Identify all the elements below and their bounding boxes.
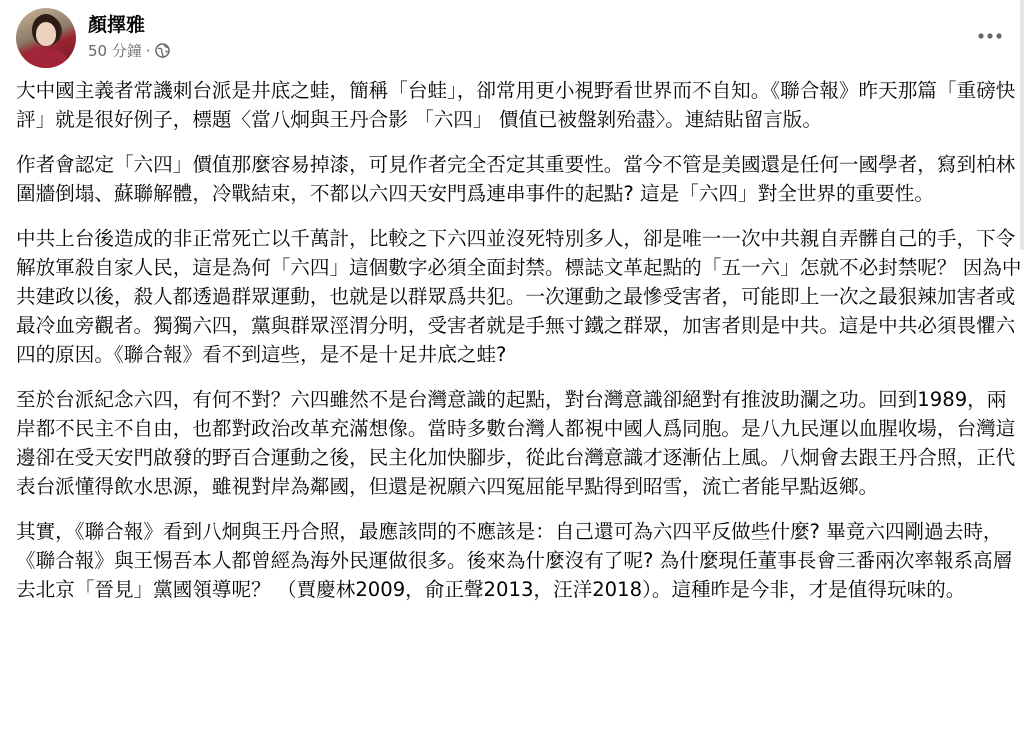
author-name[interactable]: 顏擇雅 — [88, 14, 146, 36]
post-meta — [88, 40, 170, 61]
post-header — [16, 8, 1008, 68]
post-paragraph: 其實，《聯合報》看到八炯與王丹合照，最應該問的不應該是：自己還可為六四平反做些什麼? 畢竟六四剛過去時，《聯合報》與王惕吾本人都曾經為海外民運做很多。後來為什麼沒有了呢? 為什麼現任董事長會三番兩次率報系高層去北京「晉見」黨國領導呢？ （賈慶林2009，俞正聲2013，汪洋2018）。這種昨是今非，才是值得玩味的。 — [16, 520, 1013, 601]
avatar-shoulders — [24, 48, 68, 68]
post-paragraph: 中共上台後造成的非正常死亡以千萬計，比較之下六四並沒死特別多人，卻是唯一一次中共親自弄髒自己的手，下令解放軍殺自家人民，這是為何「六四」這個數字必須全面封禁。標誌文革起點的「五一六」怎就不必封禁呢？ 因為中共建政以後，殺人都透過群眾運動，也就是以群眾爲共犯。一次運動之最慘受害者，可能即上一次之最狠辣加害者或最冷血旁觀者。獨獨六四，黨與群眾涇渭分明，受害者就是手無寸鐵之群眾，加害者則是中共。這是中共必須畏懼六四的原因。《聯合報》看不到這些，是不是十足井底之蛙? — [16, 227, 1022, 366]
more-options-button[interactable] — [972, 18, 1008, 54]
post-timestamp[interactable]: 50 分鐘 — [88, 42, 142, 60]
avatar[interactable] — [16, 8, 76, 68]
globe-icon[interactable] — [155, 43, 170, 58]
more-horizontal-icon — [978, 33, 1002, 39]
meta-separator: · — [145, 41, 151, 60]
avatar-face — [36, 22, 56, 46]
post-paragraph: 至於台派紀念六四，有何不對？六四雖然不是台灣意識的起點，對台灣意識卻絕對有推波助瀾之功。回到1989，兩岸都不民主不自由，也都對政治改革充滿想像。當時多數台灣人都視中國人爲同胞。是八九民運以血腥收場，台灣這邊卻在受天安門啟發的野百合運動之後，民主化加快腳步，從此台灣意識才逐漸佔上風。八炯會去跟王丹合照，正代表台派懂得飲水思源，雖視對岸為鄰國，但還是祝願六四冤屈能早點得到昭雪，流亡者能早點返鄉。 — [16, 388, 1016, 498]
post-paragraph: 大中國主義者常譏刺台派是井底之蛙，簡稱「台蛙」，卻常用更小視野看世界而不自知。《聯合報》昨天那篇「重磅快評」就是很好例子，標題〈當八炯與王丹合影 「六四」 價值已被盤剝殆盡〉。連結貼留言版。 — [16, 79, 1016, 131]
post-paragraph: 作者會認定「六四」價值那麼容易掉漆，可見作者完全否定其重要性。當今不管是美國還是任何一國學者，寫到柏林圍牆倒塌、蘇聯解體，冷戰結束，不都以六四天安門爲連串事件的起點? 這是「六四」對全世界的重要性。 — [16, 153, 1016, 205]
post-body — [16, 76, 1022, 620]
